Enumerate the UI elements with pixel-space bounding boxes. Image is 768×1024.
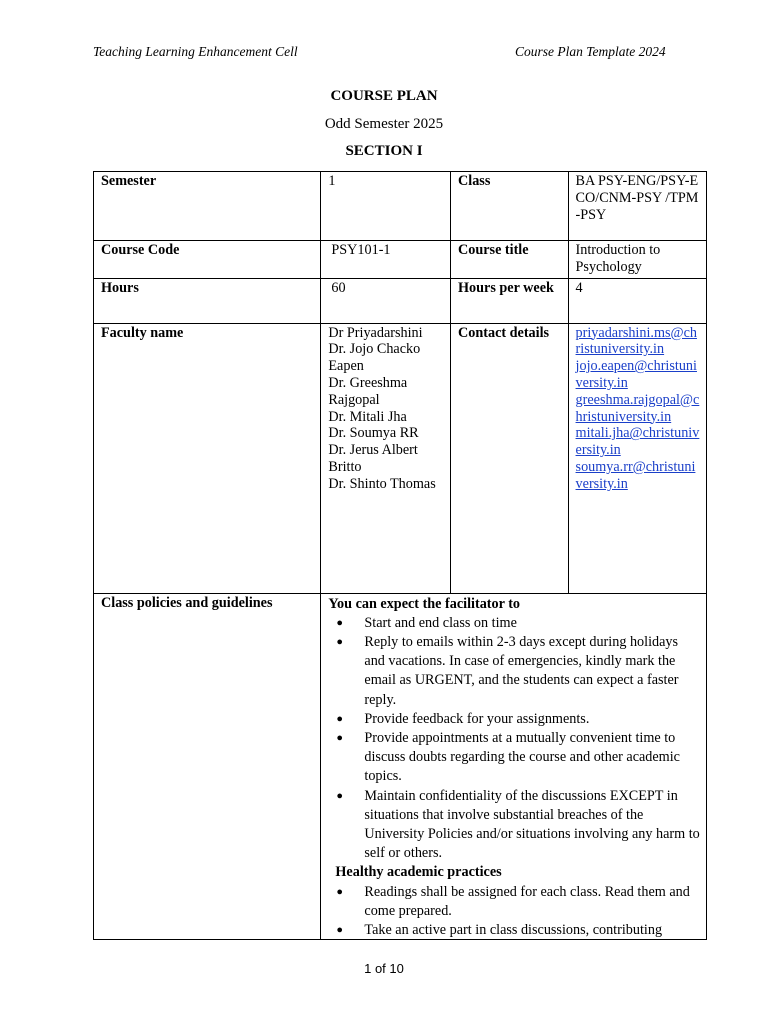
list-item-text: Take an active part in class discussions, contributing [364, 922, 663, 937]
bullet-icon: ● [336, 636, 344, 648]
list-item [328, 787, 700, 864]
list-item-text: Provide feedback for your assignments. [364, 710, 590, 727]
list-item-text: Provide appointments at a mutually convenient time to discuss doubts regarding the course and other academic topics. [364, 730, 680, 785]
faculty-list [321, 323, 451, 593]
table-row [94, 593, 707, 939]
practices-heading: Healthy academic practices [335, 864, 502, 881]
practices-list [328, 883, 700, 937]
faculty-name: Dr. Greeshma Rajgopal [328, 374, 408, 408]
faculty-name: Dr. Shinto Thomas [328, 475, 436, 492]
contact-list [568, 323, 706, 593]
list-item [328, 883, 700, 921]
bullet-icon: ● [336, 789, 344, 802]
course-title-label: Course title [451, 241, 569, 279]
faculty-name: Dr. Soumya RR [328, 425, 419, 442]
faculty-name: Dr. Jerus Albert Britto [328, 442, 418, 475]
email-link[interactable]: soumya.rr@christuniversity.in [575, 458, 696, 492]
course-title-value: Introduction to Psychology [568, 241, 706, 279]
email-link[interactable]: priyadarshini.ms@christuniversity.in [575, 324, 697, 358]
list-item [328, 729, 700, 787]
email-link[interactable]: mitali.jha@christuniversity.in [575, 425, 700, 459]
hours-value: 60 [321, 278, 451, 323]
class-value: BA PSY-ENG/PSY-ECO/CNM-PSY /TPM-PSY [568, 172, 706, 241]
header-template-name: Course Plan Template 2024 [515, 44, 666, 59]
policies-label: Class policies and guidelines [94, 593, 321, 939]
bullet-icon: ● [336, 712, 344, 725]
faculty-name: Dr. Jojo Chacko Eapen [328, 341, 421, 375]
list-item [328, 614, 700, 633]
list-item [328, 633, 700, 710]
faculty-name: Dr. Mitali Jha [328, 408, 407, 425]
list-item-text: Readings shall be assigned for each class. Read them and come prepared. [364, 883, 690, 919]
hours-per-week-label: Hours per week [451, 278, 569, 323]
bullet-icon: ● [336, 732, 344, 745]
section-heading: SECTION I [345, 143, 423, 159]
table-row [94, 241, 707, 279]
header-cell-name: Teaching Learning Enhancement Cell [93, 44, 298, 59]
page-number: 1 of 10 [364, 961, 404, 976]
hours-label: Hours [94, 278, 321, 323]
list-item-text: Reply to emails within 2-3 days except during holidays and vacations. In case of emergencies, kindly mark the email as URGENT, and the students can expect a faster reply. [364, 634, 679, 708]
email-link[interactable]: greeshma.rajgopal@christuniversity.in [575, 391, 700, 425]
course-plan-table [93, 171, 707, 940]
semester-label: Semester [94, 172, 321, 241]
course-code-label: Course Code [94, 241, 321, 279]
table-row [94, 323, 707, 593]
hours-per-week-value: 4 [568, 278, 706, 323]
page-title: COURSE PLAN [330, 88, 438, 104]
list-item-text: Maintain confidentiality of the discussions EXCEPT in situations that involve substantial breaches of the University Policies and/or situations involving any harm to self or others. [364, 787, 700, 862]
class-label: Class [451, 172, 569, 241]
policies-content [321, 593, 707, 939]
bullet-icon: ● [336, 616, 344, 629]
semester-subtitle: Odd Semester 2025 [324, 116, 444, 132]
list-item-text: Start and end class on time [364, 614, 517, 631]
list-item [328, 710, 700, 729]
facilitator-list [328, 614, 700, 864]
table-row [94, 172, 707, 241]
table-row [94, 278, 707, 323]
course-code-value: PSY101-1 [321, 241, 451, 279]
contact-label: Contact details [451, 323, 569, 593]
facilitator-heading: You can expect the facilitator to [328, 595, 521, 612]
list-item [328, 921, 700, 937]
bullet-icon: ● [336, 924, 344, 937]
faculty-label: Faculty name [94, 323, 321, 593]
email-link[interactable]: jojo.eapen@christuniversity.in [575, 358, 697, 391]
semester-value: 1 [321, 172, 451, 241]
bullet-icon: ● [336, 885, 344, 898]
faculty-name: Dr Priyadarshini [328, 324, 423, 341]
